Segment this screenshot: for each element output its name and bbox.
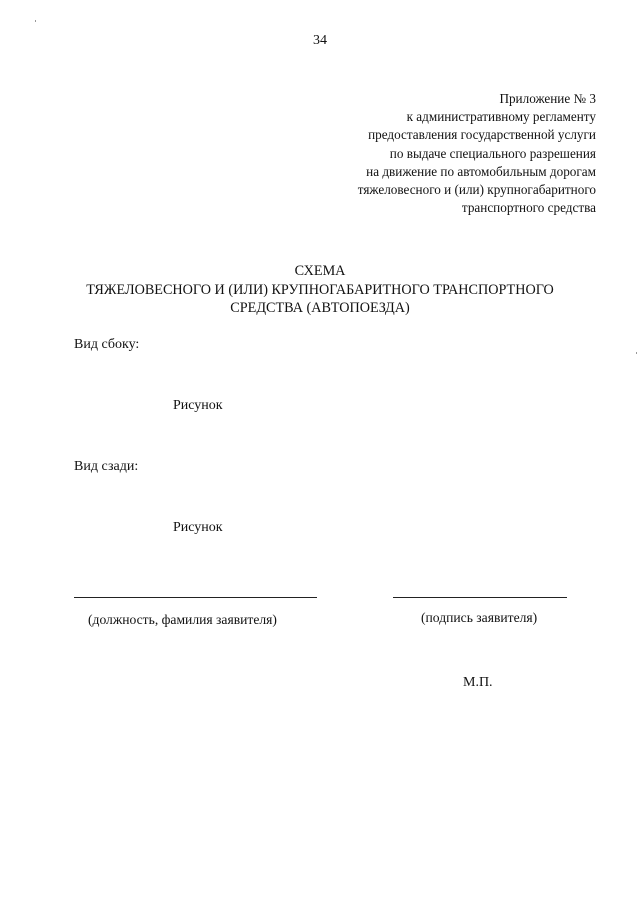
rear-view-label: Вид сзади: <box>74 459 139 474</box>
appendix-line: на движение по автомобильным дорогам <box>366 163 596 179</box>
position-signature-line <box>74 597 317 598</box>
side-view-label: Вид сбоку: <box>74 337 140 352</box>
appendix-line: предоставления государственной услуги <box>368 127 596 143</box>
page-number: 34 <box>313 33 327 48</box>
position-caption: (должность, фамилия заявителя) <box>88 612 277 627</box>
scan-speck <box>636 352 637 354</box>
stamp-placeholder: М.П. <box>463 675 493 690</box>
appendix-line: транспортного средства <box>461 200 596 216</box>
rear-view-figure-placeholder: Рисунок <box>173 520 223 535</box>
sign-caption: (подпись заявителя) <box>421 610 538 625</box>
sign-signature-line <box>393 597 567 598</box>
appendix-line: тяжеловесного и (или) крупногабаритного <box>357 182 596 198</box>
side-view-figure-placeholder: Рисунок <box>173 398 223 413</box>
appendix-line: Приложение № 3 <box>499 91 596 106</box>
scan-speck <box>35 20 36 22</box>
document-title <box>0 262 640 318</box>
title-line: СРЕДСТВА (АВТОПОЕЗДА) <box>230 300 410 316</box>
title-line: ТЯЖЕЛОВЕСНОГО И (ИЛИ) КРУПНОГАБАРИТНОГО ТРАНСПОРТНОГО <box>86 281 554 298</box>
title-line: СХЕМА <box>294 263 346 279</box>
appendix-line: по выдаче специального разрешения <box>389 145 596 161</box>
appendix-line: к административному регламенту <box>406 109 596 125</box>
appendix-block <box>266 90 596 217</box>
